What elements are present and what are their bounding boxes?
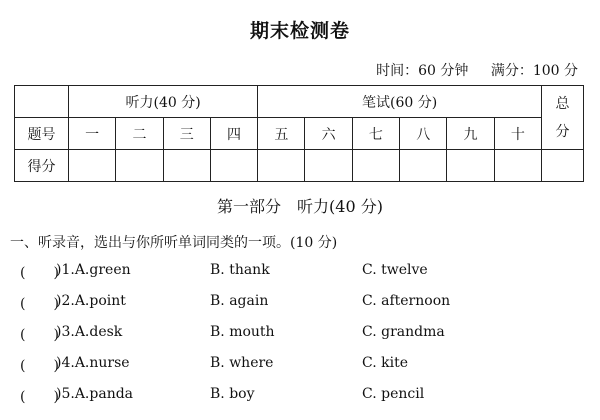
exam-meta	[376, 60, 578, 80]
option-b: B. thank	[210, 262, 270, 278]
instruction: 一、听录音，选出与你所听单词同类的一项。(10 分)	[10, 235, 338, 251]
option-a: )2.A.point	[56, 293, 126, 309]
score-cell[interactable]	[305, 150, 352, 182]
column-label: 九	[447, 118, 494, 150]
listening-header: 听力(40 分)	[69, 86, 258, 118]
column-label: 三	[163, 118, 210, 150]
option-c: C. kite	[362, 355, 408, 371]
total-header	[542, 86, 584, 150]
page-title: 期末检测卷	[249, 20, 350, 42]
total-header-bottom: 分	[555, 123, 570, 140]
score-cell[interactable]	[116, 150, 163, 182]
option-c: C. grandma	[362, 324, 445, 340]
time-limit: 时间：60 分钟	[376, 63, 469, 79]
column-label: 一	[69, 118, 116, 150]
column-label: 十	[494, 118, 541, 150]
full-score: 满分：100 分	[490, 63, 578, 79]
option-c: C. pencil	[362, 386, 425, 402]
option-a: )1.A.green	[56, 262, 131, 278]
option-b: B. where	[210, 355, 274, 371]
score-table-corner	[15, 86, 69, 118]
answer-blank[interactable]: ( )	[20, 389, 59, 405]
section-title: 第一部分 听力(40 分)	[217, 197, 383, 216]
score-cell[interactable]	[400, 150, 447, 182]
score-table	[14, 85, 584, 182]
total-score-cell[interactable]	[542, 150, 584, 182]
question-row	[20, 262, 580, 284]
answer-blank[interactable]: ( )	[20, 265, 59, 281]
option-c: C. twelve	[362, 262, 428, 278]
total-header-top: 总	[555, 95, 570, 112]
question-row	[20, 324, 580, 346]
writing-header: 笔试(60 分)	[258, 86, 542, 118]
option-a: )3.A.desk	[56, 324, 123, 340]
option-c: C. afternoon	[362, 293, 451, 309]
column-label: 六	[305, 118, 352, 150]
option-b: B. boy	[210, 386, 255, 402]
score-cell[interactable]	[447, 150, 494, 182]
column-label: 二	[116, 118, 163, 150]
answer-blank[interactable]: ( )	[20, 327, 59, 343]
column-label: 五	[258, 118, 305, 150]
answer-blank[interactable]: ( )	[20, 358, 59, 374]
question-row	[20, 293, 580, 315]
question-row	[20, 386, 580, 408]
answer-blank[interactable]: ( )	[20, 296, 59, 312]
question-number-label: 题号	[15, 118, 69, 150]
score-row-label: 得分	[15, 150, 69, 182]
column-label: 八	[400, 118, 447, 150]
option-b: B. again	[210, 293, 269, 309]
option-b: B. mouth	[210, 324, 275, 340]
score-cell[interactable]	[494, 150, 541, 182]
score-cell[interactable]	[69, 150, 116, 182]
option-a: )5.A.panda	[56, 386, 134, 402]
column-label: 七	[352, 118, 399, 150]
score-cell[interactable]	[163, 150, 210, 182]
question-row	[20, 355, 580, 377]
option-a: )4.A.nurse	[56, 355, 130, 371]
column-label: 四	[210, 118, 257, 150]
score-cell[interactable]	[352, 150, 399, 182]
score-cell[interactable]	[210, 150, 257, 182]
score-cell[interactable]	[258, 150, 305, 182]
